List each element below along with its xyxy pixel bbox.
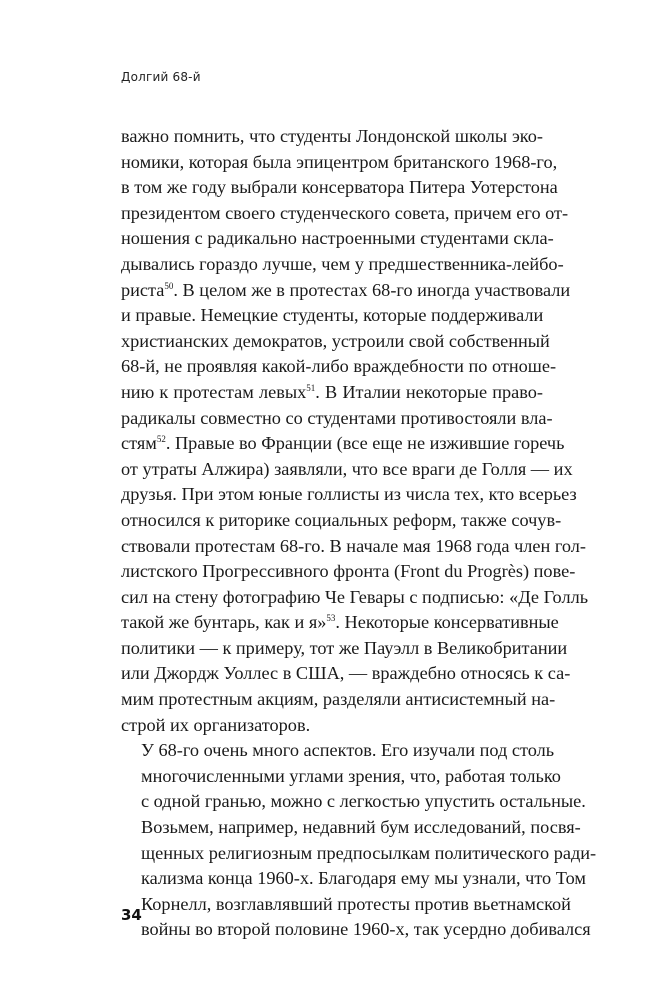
text-line: и правые. Немецкие студенты, которые поддерживали (121, 305, 544, 326)
text-line: кализма конца 1960-х. Благодаря ему мы узнали, что Том (141, 868, 586, 889)
text-line (121, 431, 565, 457)
text-line (121, 380, 543, 406)
text-segment: . В целом же в протестах 68-го иногда участвовали (173, 279, 571, 300)
text-line: У 68-го очень много аспектов. Его изучали под столь (141, 740, 555, 761)
text-line: относился к риторике социальных реформ, также сочув- (121, 509, 562, 530)
text-segment: риста (121, 279, 165, 300)
text-line: дывались гораздо лучше, чем у предшественника-лейбо- (121, 253, 564, 274)
text-line: друзья. При этом юные голлисты из числа тех, кто всерьез (121, 484, 577, 505)
text-line: в том же году выбрали консерватора Питера Уотерстона (121, 177, 558, 198)
text-line: радикалы совместно со студентами противостояли вла- (121, 407, 553, 428)
running-header: Долгий 68-й (121, 70, 201, 84)
text-line: щенных религиозным предпосылкам политического ради- (141, 842, 597, 863)
footnote-marker: 51 (306, 382, 316, 393)
text-line: войны во второй половине 1960-х, так усердно добивался (141, 919, 591, 940)
text-line: строй их организаторов. (121, 714, 311, 735)
text-line: 68-й, не проявляя какой-либо враждебности по отноше- (121, 356, 557, 377)
footnote-marker: 52 (156, 434, 166, 445)
text-segment: такой же бунтарь, как и я» (121, 612, 327, 633)
text-line: мим протестным акциям, разделяли антисистемный на- (121, 689, 556, 710)
text-line: Возьмем, например, недавний бум исследований, посвя- (141, 817, 581, 838)
paragraph (121, 124, 589, 738)
footnote-marker: 53 (326, 613, 336, 624)
text-segment: . В Италии некоторые право- (315, 381, 543, 402)
footnote-marker: 50 (164, 280, 174, 291)
text-line: с одной гранью, можно с легкостью упустить остальные. (141, 791, 586, 812)
text-line: ствовали протестам 68-го. В начале мая 1968 года член гол- (121, 535, 587, 556)
page-body (121, 124, 597, 943)
text-segment: стям (121, 433, 157, 454)
text-line (121, 278, 571, 304)
text-line: или Джордж Уоллес в США, — враждебно относясь к са- (121, 663, 571, 684)
text-line: листского Прогрессивного фронта (Front du Progrès) пове- (121, 561, 576, 582)
text-line: от утраты Алжира) заявляли, что все враги де Голля — их (121, 458, 573, 479)
text-line: номики, которая была эпицентром британского 1968-го, (121, 151, 558, 172)
paragraph (121, 738, 597, 943)
page-number: 34 (121, 906, 142, 924)
text-line: Корнелл, возглавлявший протесты против вьетнамской (141, 893, 571, 914)
text-line: сил на стену фотографию Че Гевары с подписью: «Де Голль (121, 586, 589, 607)
text-line: христианских демократов, устроили свой собственный (121, 330, 550, 351)
text-segment: нию к протестам левых (121, 381, 307, 402)
text-line: многочисленными углами зрения, что, работая только (141, 765, 561, 786)
text-line: ношения с радикально настроенными студентами скла- (121, 228, 554, 249)
text-segment: . Правые во Франции (все еще не изжившие горечь (165, 433, 565, 454)
text-segment: . Некоторые консервативные (335, 612, 559, 633)
text-line (121, 610, 559, 636)
text-line: президентом своего студенческого совета, причем его от- (121, 202, 569, 223)
text-line: политики — к примеру, тот же Пауэлл в Великобритании (121, 637, 568, 658)
text-line: важно помнить, что студенты Лондонской школы эко- (121, 126, 543, 146)
